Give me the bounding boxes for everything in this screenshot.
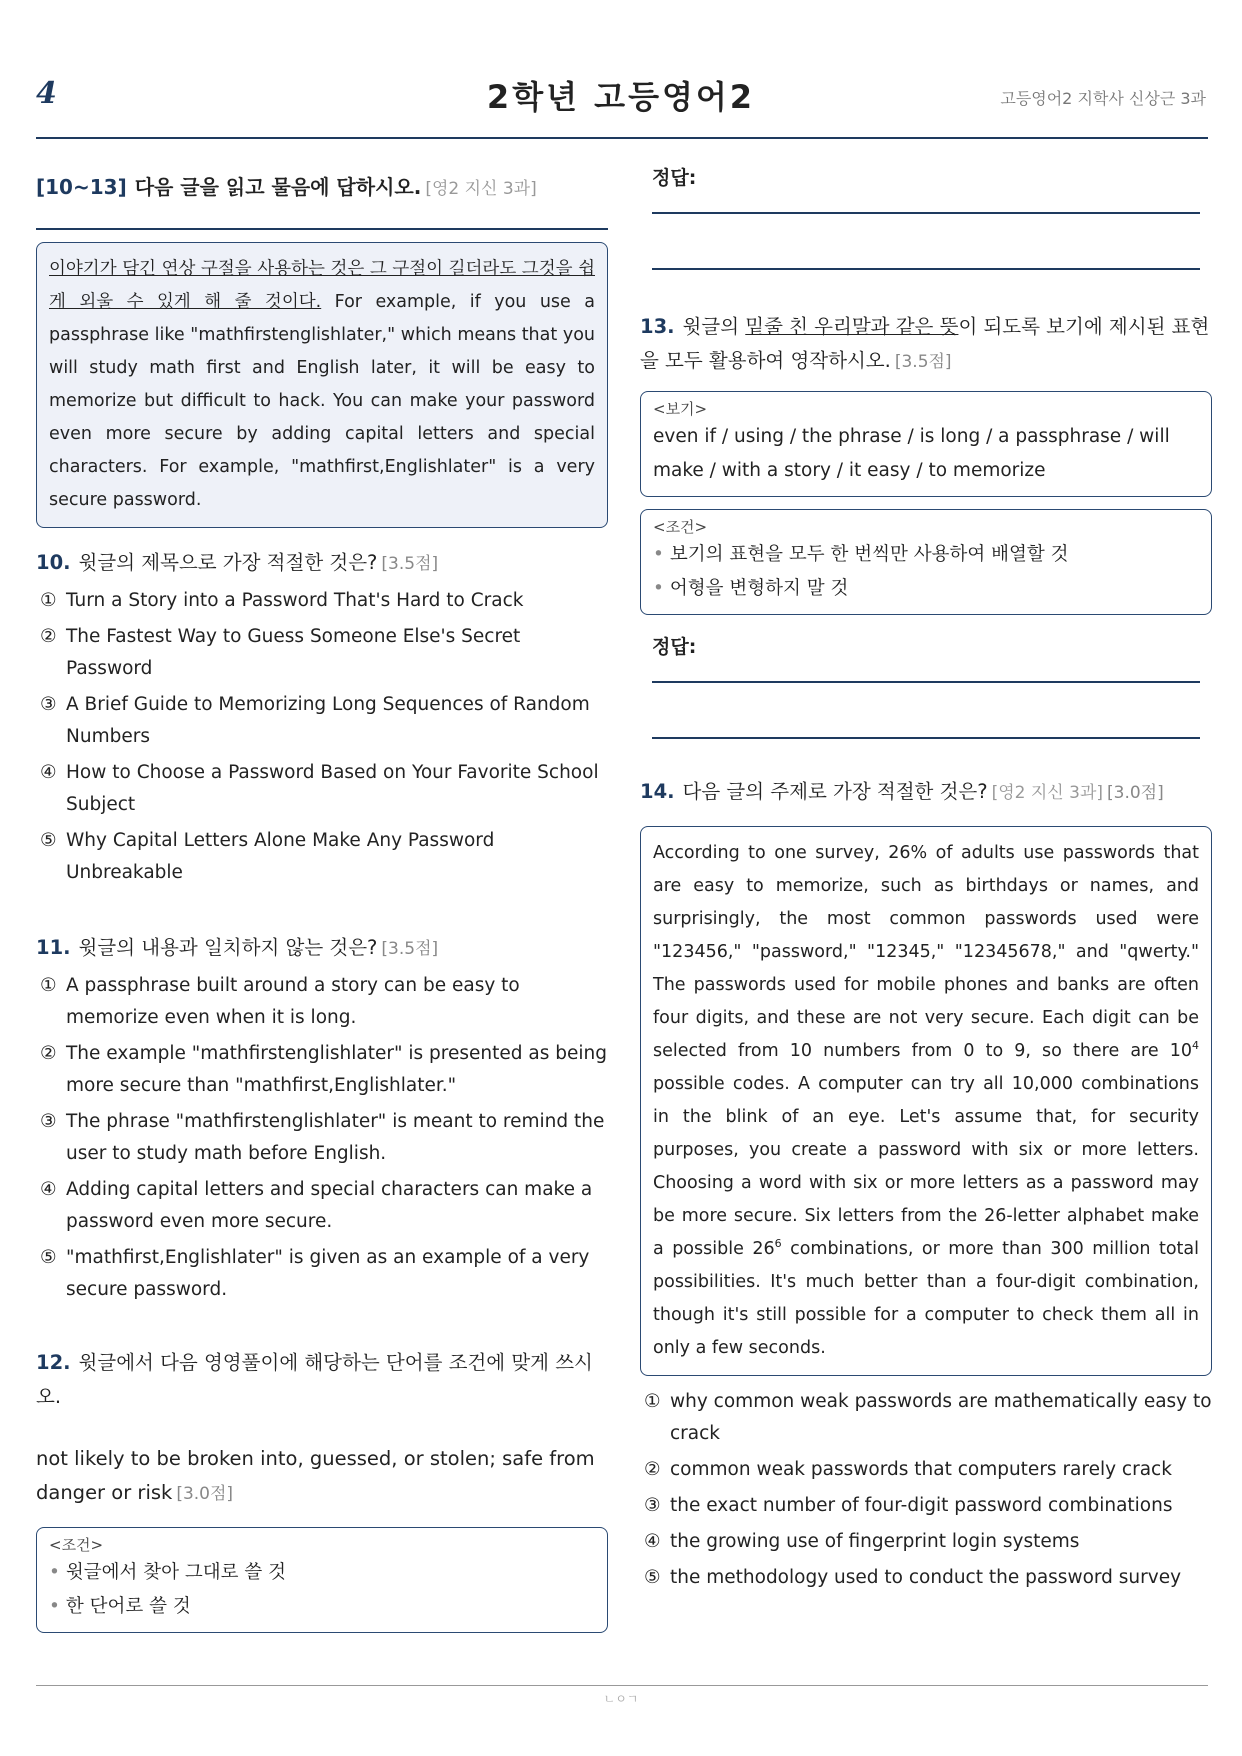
question-text: 윗글에서 다음 영영풀이에 해당하는 단어를 조건에 맞게 쓰시오. (36, 1351, 593, 1408)
condition-text: 윗글에서 찾아 그대로 쓸 것 (65, 1562, 287, 1583)
option-marker: ③ (40, 1111, 57, 1132)
reading-passage (36, 242, 608, 528)
section-heading (36, 150, 608, 204)
option-text: The example "mathfirstenglishlater" is presented as being more secure than "mathfirst,Englishlater." (66, 1043, 607, 1096)
option-3[interactable] (640, 1490, 1212, 1522)
condition-item: • 어형을 변형하지 말 것 (653, 578, 849, 599)
section-instruction: 다음 글을 읽고 물음에 답하시오. (134, 175, 422, 199)
example-title: <보기> (653, 400, 708, 418)
question-10 (36, 546, 608, 889)
question-14 (640, 775, 1212, 1594)
passage-text: possible codes. A computer can try all 10,000 combinations in the blink of an eye. Let's assume that, for security purposes, you create a password with six or more letters. Choosing a word with six or more letters as a password may be more secure. Six letters from the 26-letter alphabet make a possible 26 (653, 1074, 1199, 1259)
question-10-stem (36, 546, 608, 581)
question-points: [3.5점] (381, 939, 439, 959)
question-points: [3.5점] (381, 554, 439, 574)
passage-text: According to one survey, 26% of adults use passwords that are easy to memorize, such as birthdays or names, and surprisingly, the most common passwords used were "123456," "password," "12345," "12345678," and "qwerty." The passwords used for mobile phones and banks are often four digits, and these are not very secure. Each digit can be selected from 10 numbers from 0 to 9, so there are 10 (653, 843, 1199, 1061)
question-text: 윗글의 제목으로 가장 적절한 것은? (78, 551, 378, 574)
option-marker: ③ (644, 1495, 661, 1516)
exponent: 6 (774, 1237, 782, 1251)
option-4[interactable] (640, 1526, 1212, 1558)
underlined-phrase: 밑줄 친 우리말과 같은 뜻 (745, 315, 959, 338)
option-text: How to Choose a Password Based on Your Favorite School Subject (66, 762, 599, 815)
option-text: the methodology used to conduct the password survey (670, 1567, 1182, 1588)
option-text: A Brief Guide to Memorizing Long Sequences of Random Numbers (66, 694, 590, 747)
right-column (640, 150, 1212, 1598)
question-12 (36, 1346, 608, 1633)
example-box (640, 391, 1212, 497)
question-text: 이 되도록 보기에 제시된 표현을 모두 활용하여 영작하시오. (640, 315, 1210, 372)
option-text: common weak passwords that computers rarely crack (670, 1459, 1172, 1480)
option-5[interactable] (640, 1562, 1212, 1594)
option-marker: ① (40, 975, 57, 996)
option-text: Turn a Story into a Password That's Hard to Crack (66, 590, 524, 611)
option-1[interactable] (36, 585, 608, 617)
question-13 (640, 310, 1212, 615)
exam-title: 2학년 고등영어2 (486, 78, 756, 116)
q14-passage (640, 826, 1212, 1376)
option-marker: ① (644, 1391, 661, 1412)
option-text: Why Capital Letters Alone Make Any Password Unbreakable (66, 830, 495, 883)
question-14-stem (640, 775, 1212, 810)
section-tag: [영2 지신 3과] (425, 179, 537, 199)
left-column (36, 150, 608, 1633)
option-1[interactable] (36, 970, 608, 1034)
question-points: [3.0점] (176, 1484, 234, 1504)
question-11-stem (36, 931, 608, 966)
option-2[interactable] (36, 1038, 608, 1102)
option-marker: ③ (40, 694, 57, 715)
option-1[interactable] (640, 1386, 1212, 1450)
option-marker: ⑤ (40, 830, 57, 851)
option-2[interactable] (640, 1454, 1212, 1486)
question-12-stem (36, 1346, 608, 1414)
option-text: why common weak passwords are mathematically easy to crack (670, 1391, 1212, 1444)
option-3[interactable] (36, 689, 608, 753)
header-divider (36, 137, 1208, 139)
question-number: 13. (640, 315, 675, 338)
section-divider (36, 228, 608, 230)
option-marker: ② (40, 626, 57, 647)
condition-item: • 윗글에서 찾아 그대로 쓸 것 (49, 1562, 287, 1583)
answer-line[interactable] (652, 681, 1200, 683)
answer-label: 정답: (652, 636, 697, 658)
condition-text: 어형을 변형하지 말 것 (669, 578, 849, 599)
question-tag: [영2 지신 3과] (991, 783, 1104, 803)
option-2[interactable] (36, 621, 608, 685)
footer-mark: ㄴㅇㄱ (603, 1692, 639, 1706)
option-marker: ⑤ (644, 1567, 661, 1588)
question-13-stem (640, 310, 1212, 379)
passage-text: For example, if you use a passphrase like "mathfirstenglishlater," which means that you will study math first and English later, it will be easy to memorize but difficult to hack. You can make your password even more secure by adding capital letters and special characters. For example, "mathfirst,Englishlater" is a very secure password. (49, 292, 595, 510)
option-4[interactable] (36, 757, 608, 821)
option-text: the growing use of fingerprint login systems (670, 1531, 1080, 1552)
option-text: The phrase "mathfirstenglishlater" is meant to remind the user to study math before English. (66, 1111, 605, 1164)
exponent: 4 (1192, 1039, 1199, 1053)
q12-answer-area (652, 164, 1200, 270)
q13-answer-area (652, 633, 1200, 739)
subject-label: 고등영어2 지학사 신상근 3과 (1000, 89, 1206, 108)
question-number: 11. (36, 936, 71, 959)
condition-text: 한 단어로 쓸 것 (65, 1596, 191, 1617)
section-range: [10~13] (36, 175, 127, 199)
option-5[interactable] (36, 825, 608, 889)
page-header (36, 62, 1206, 122)
conditions-title: <조건> (653, 518, 708, 536)
option-marker: ② (644, 1459, 661, 1480)
page-number: 4 (36, 76, 57, 111)
option-text: the exact number of four-digit password combinations (670, 1495, 1173, 1516)
condition-text: 보기의 표현을 모두 한 번씩만 사용하여 배열할 것 (669, 544, 1069, 565)
option-4[interactable] (36, 1174, 608, 1238)
english-definition (36, 1442, 608, 1511)
option-marker: ① (40, 590, 57, 611)
answer-line[interactable] (652, 737, 1200, 739)
conditions-box (640, 509, 1212, 615)
question-11 (36, 931, 608, 1306)
option-3[interactable] (36, 1106, 608, 1170)
example-text: even if / using / the phrase / is long / a passphrase / will make / with a story / it easy / to memorize (653, 426, 1170, 481)
question-text: 다음 글의 주제로 가장 적절한 것은? (682, 780, 988, 803)
underlined-korean-phrase: 이야기가 담긴 연상 구절을 사용하는 것은 그 구절이 길더라도 그것을 쉽게 외울 수 있게 해 줄 것이다. (49, 259, 595, 312)
question-number: 12. (36, 1351, 71, 1374)
condition-item: • 한 단어로 쓸 것 (49, 1596, 191, 1617)
option-text: "mathfirst,Englishlater" is given as an example of a very secure password. (66, 1247, 590, 1300)
question-text: 윗글의 내용과 일치하지 않는 것은? (78, 936, 378, 959)
passage-text: combinations, or more than 300 million total possibilities. It's much better than a four-digit combination, though it's still possible for a computer to check them all in only a few seconds. (653, 1239, 1199, 1358)
answer-line[interactable] (652, 212, 1200, 214)
question-points: [3.0점] (1107, 783, 1164, 803)
option-marker: ④ (644, 1531, 661, 1552)
answer-label: 정답: (652, 167, 697, 189)
question-points: [3.5점] (894, 352, 952, 372)
footer-divider (36, 1685, 1208, 1686)
question-text: 윗글의 (682, 315, 746, 338)
option-marker: ② (40, 1043, 57, 1064)
option-marker: ④ (40, 1179, 57, 1200)
option-text: The Fastest Way to Guess Someone Else's Secret Password (66, 626, 521, 679)
option-marker: ④ (40, 762, 57, 783)
answer-line[interactable] (652, 268, 1200, 270)
option-5[interactable] (36, 1242, 608, 1306)
question-11-options (36, 970, 608, 1306)
question-14-options (640, 1386, 1212, 1594)
option-text: Adding capital letters and special characters can make a password even more secure. (66, 1179, 593, 1232)
conditions-box (36, 1527, 608, 1633)
question-number: 14. (640, 780, 675, 803)
condition-item: • 보기의 표현을 모두 한 번씩만 사용하여 배열할 것 (653, 544, 1069, 565)
definition-text: not likely to be broken into, guessed, or stolen; safe from danger or risk (36, 1447, 595, 1504)
option-marker: ⑤ (40, 1247, 57, 1268)
question-10-options (36, 585, 608, 889)
conditions-title: <조건> (49, 1536, 104, 1554)
option-text: A passphrase built around a story can be easy to memorize even when it is long. (66, 975, 520, 1028)
question-number: 10. (36, 551, 71, 574)
